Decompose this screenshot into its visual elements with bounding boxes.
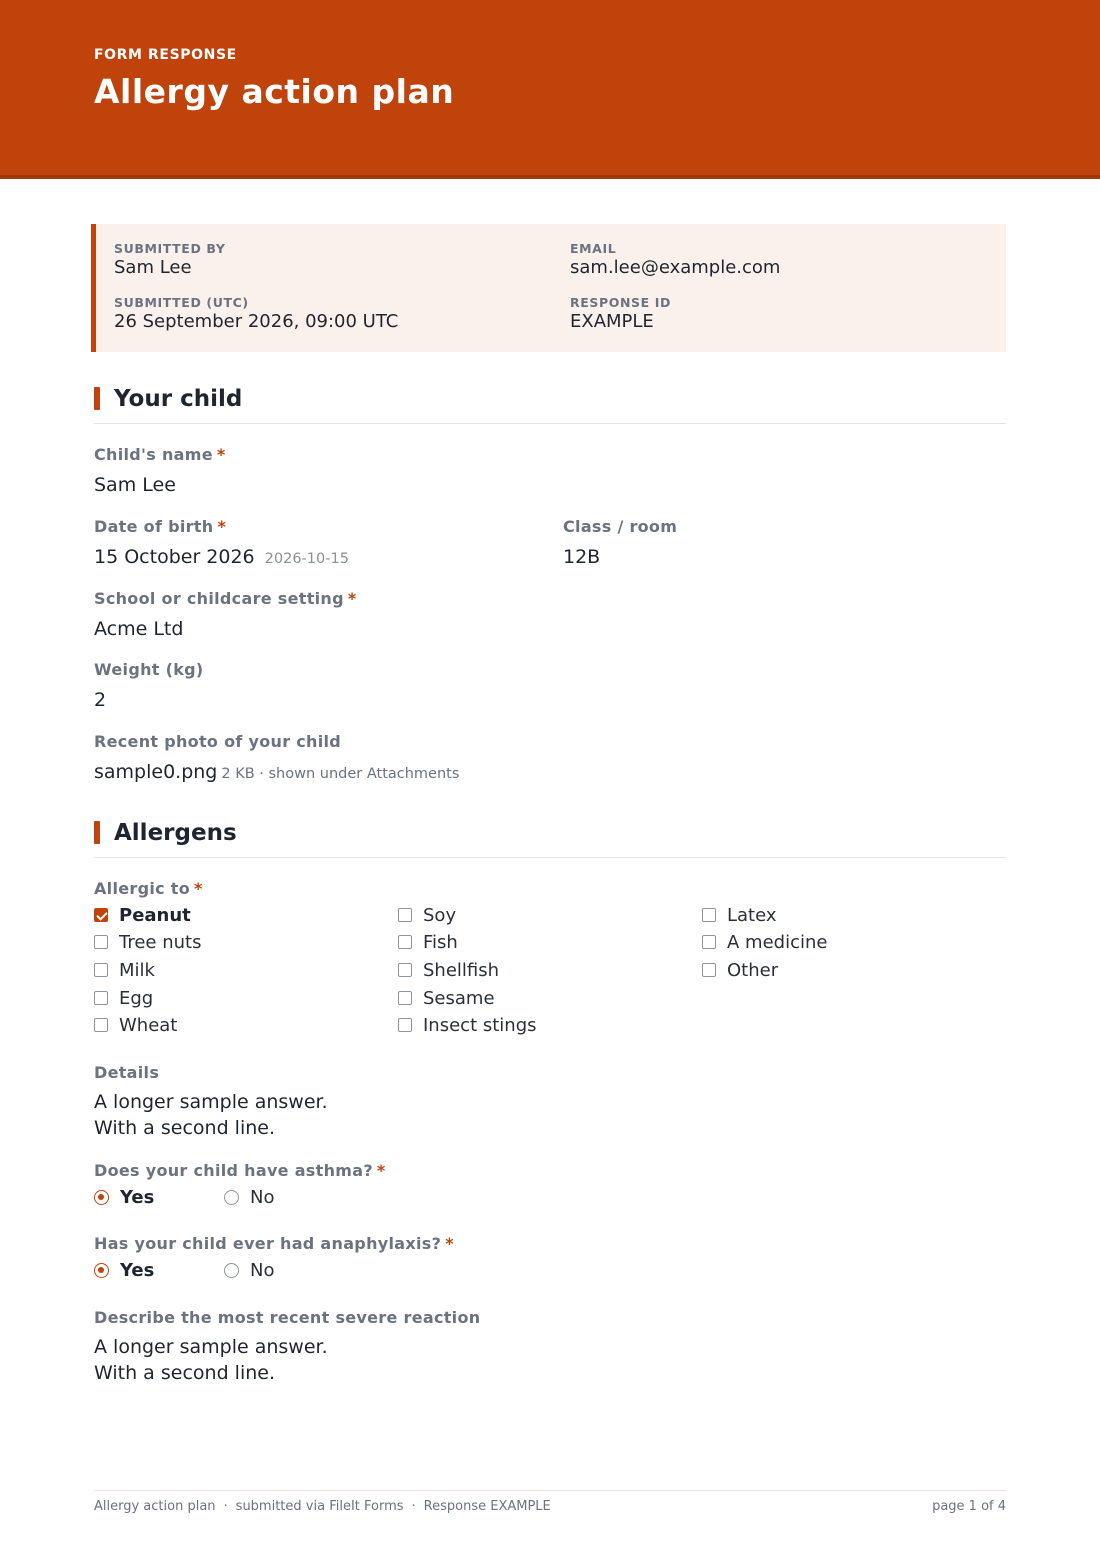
- field-photo: [94, 732, 459, 787]
- field-label: [94, 1161, 386, 1181]
- field-value: [94, 1090, 328, 1141]
- allergen-option-wheat[interactable]: [94, 1013, 177, 1037]
- checkbox-icon[interactable]: [702, 935, 716, 949]
- radio-icon[interactable]: [224, 1190, 239, 1205]
- field-value: [94, 759, 459, 787]
- label-text: Child's name: [94, 445, 213, 464]
- checkbox-icon[interactable]: [398, 991, 412, 1005]
- submitted-utc-label: SUBMITTED (UTC): [114, 295, 249, 310]
- header-eyebrow: FORM RESPONSE: [94, 47, 237, 63]
- checkbox-icon[interactable]: [398, 963, 412, 977]
- field-label: Class / room: [563, 517, 678, 536]
- field-label: [94, 879, 203, 899]
- checkbox-icon[interactable]: [94, 1018, 108, 1032]
- required-marker: *: [216, 445, 226, 464]
- option-label: Shellfish: [423, 959, 500, 981]
- field-severe-reaction: [94, 1308, 480, 1386]
- checkbox-icon[interactable]: [398, 908, 412, 922]
- option-label: Milk: [119, 959, 155, 981]
- checkbox-icon[interactable]: [94, 963, 108, 977]
- option-label: Yes: [120, 1186, 155, 1208]
- dob-text: 15 October 2026: [94, 546, 255, 568]
- footer-via: submitted via FileIt Forms: [235, 1499, 404, 1514]
- field-value: Acme Ltd: [94, 618, 184, 640]
- option-label: Insect stings: [423, 1014, 537, 1036]
- allergen-option-fish[interactable]: [398, 930, 458, 954]
- field-value: [94, 1335, 480, 1386]
- answer-line: A longer sample answer.: [94, 1336, 328, 1358]
- anaphylaxis-option-no[interactable]: [224, 1258, 274, 1282]
- option-label: Egg: [119, 987, 154, 1009]
- field-label: Weight (kg): [94, 660, 204, 679]
- form-header: [0, 0, 1100, 179]
- option-label: Latex: [727, 904, 777, 926]
- option-label: No: [250, 1259, 275, 1281]
- option-label: No: [250, 1186, 275, 1208]
- label-text: Has your child ever had anaphylaxis?: [94, 1234, 442, 1253]
- required-marker: *: [376, 1161, 386, 1180]
- radio-icon[interactable]: [224, 1263, 239, 1278]
- option-label: Wheat: [119, 1014, 178, 1036]
- option-label: Soy: [423, 904, 457, 926]
- attachment-note: 2 KB · shown under Attachments: [221, 766, 460, 782]
- checkbox-icon[interactable]: [702, 908, 716, 922]
- page-footer: [94, 1490, 1006, 1514]
- checkbox-icon[interactable]: [398, 935, 412, 949]
- submission-meta: [91, 224, 1006, 352]
- option-label: Yes: [120, 1259, 155, 1281]
- field-details: [94, 1063, 328, 1141]
- allergen-option-soy[interactable]: [398, 903, 456, 927]
- field-value: [94, 544, 349, 572]
- answer-line: With a second line.: [94, 1116, 275, 1139]
- checkbox-icon[interactable]: [702, 963, 716, 977]
- allergen-option-shellfish[interactable]: [398, 958, 499, 982]
- attachment-link[interactable]: sample0.png: [94, 761, 218, 783]
- checkbox-icon[interactable]: [94, 991, 108, 1005]
- option-label: Other: [727, 959, 779, 981]
- field-label: Details: [94, 1063, 160, 1082]
- answer-line: With a second line.: [94, 1361, 275, 1384]
- section-title: Your child: [114, 386, 243, 412]
- section-allergens: [94, 817, 1006, 858]
- email-value: sam.lee@example.com: [570, 257, 781, 278]
- asthma-option-yes[interactable]: [94, 1185, 154, 1209]
- response-id: [570, 296, 671, 333]
- field-label: [94, 1234, 454, 1254]
- submitted-by-label: SUBMITTED BY: [114, 241, 226, 256]
- field-class-room: [563, 517, 677, 570]
- required-marker: *: [217, 517, 227, 536]
- submitted-by-value: Sam Lee: [114, 257, 192, 278]
- field-label: Describe the most recent severe reaction: [94, 1308, 481, 1327]
- checkbox-checked-icon[interactable]: [94, 908, 108, 922]
- page-number: page 1 of 4: [932, 1499, 1006, 1514]
- label-text: Date of birth: [94, 517, 214, 536]
- field-asthma: [94, 1161, 386, 1181]
- field-child-name: [94, 445, 226, 498]
- field-value: 12B: [563, 546, 601, 568]
- submitted-by: [114, 242, 225, 279]
- asthma-option-no[interactable]: [224, 1185, 274, 1209]
- allergen-option-medicine[interactable]: [702, 930, 827, 954]
- option-label: Peanut: [119, 904, 191, 926]
- submitted-utc: [114, 296, 398, 333]
- email-label: EMAIL: [570, 241, 617, 256]
- footer-info: [94, 1499, 551, 1514]
- allergen-option-sesame[interactable]: [398, 986, 495, 1010]
- section-accent-bar: [94, 387, 100, 410]
- field-value: Sam Lee: [94, 474, 176, 496]
- required-marker: *: [194, 879, 203, 898]
- dob-iso: 2026-10-15: [264, 551, 349, 567]
- radio-selected-icon[interactable]: [94, 1263, 109, 1278]
- option-label: Sesame: [423, 987, 495, 1009]
- allergen-option-tree-nuts[interactable]: [94, 930, 201, 954]
- email: [570, 242, 780, 279]
- radio-selected-icon[interactable]: [94, 1190, 109, 1205]
- footer-form-name: Allergy action plan: [94, 1499, 216, 1514]
- allergen-option-latex[interactable]: [702, 903, 777, 927]
- field-weight: [94, 660, 204, 713]
- field-anaphylaxis: [94, 1234, 454, 1254]
- footer-response: Response EXAMPLE: [423, 1499, 551, 1514]
- option-label: Fish: [423, 931, 458, 953]
- required-marker: *: [445, 1234, 454, 1253]
- allergen-option-milk[interactable]: [94, 958, 155, 982]
- field-label: [94, 445, 226, 465]
- field-date-of-birth: [94, 517, 349, 572]
- footer-separator: ·: [411, 1499, 416, 1514]
- allergen-option-insect-stings[interactable]: [398, 1013, 537, 1037]
- section-your-child: [94, 383, 1006, 424]
- field-label: [94, 589, 357, 609]
- field-allergic-to: [94, 879, 203, 899]
- response-id-value: EXAMPLE: [570, 311, 654, 332]
- label-text: Allergic to: [94, 879, 191, 898]
- footer-separator: ·: [223, 1499, 228, 1514]
- allergen-option-other[interactable]: [702, 958, 778, 982]
- checkbox-icon[interactable]: [94, 935, 108, 949]
- response-id-label: RESPONSE ID: [570, 295, 671, 310]
- anaphylaxis-option-yes[interactable]: [94, 1258, 154, 1282]
- section-accent-bar: [94, 821, 100, 844]
- allergen-option-peanut[interactable]: [94, 903, 191, 927]
- field-label: [94, 517, 349, 537]
- page-title: Allergy action plan: [94, 72, 455, 111]
- required-marker: *: [347, 589, 357, 608]
- allergen-option-egg[interactable]: [94, 986, 153, 1010]
- answer-line: A longer sample answer.: [94, 1091, 328, 1113]
- label-text: Does your child have asthma?: [94, 1161, 373, 1180]
- submitted-utc-value: 26 September 2026, 09:00 UTC: [114, 311, 399, 332]
- checkbox-icon[interactable]: [398, 1018, 412, 1032]
- option-label: A medicine: [727, 931, 828, 953]
- field-value: 2: [94, 689, 107, 711]
- field-label: Recent photo of your child: [94, 732, 342, 751]
- field-school: [94, 589, 357, 642]
- section-title: Allergens: [114, 820, 237, 846]
- option-label: Tree nuts: [119, 931, 202, 953]
- label-text: School or childcare setting: [94, 589, 344, 608]
